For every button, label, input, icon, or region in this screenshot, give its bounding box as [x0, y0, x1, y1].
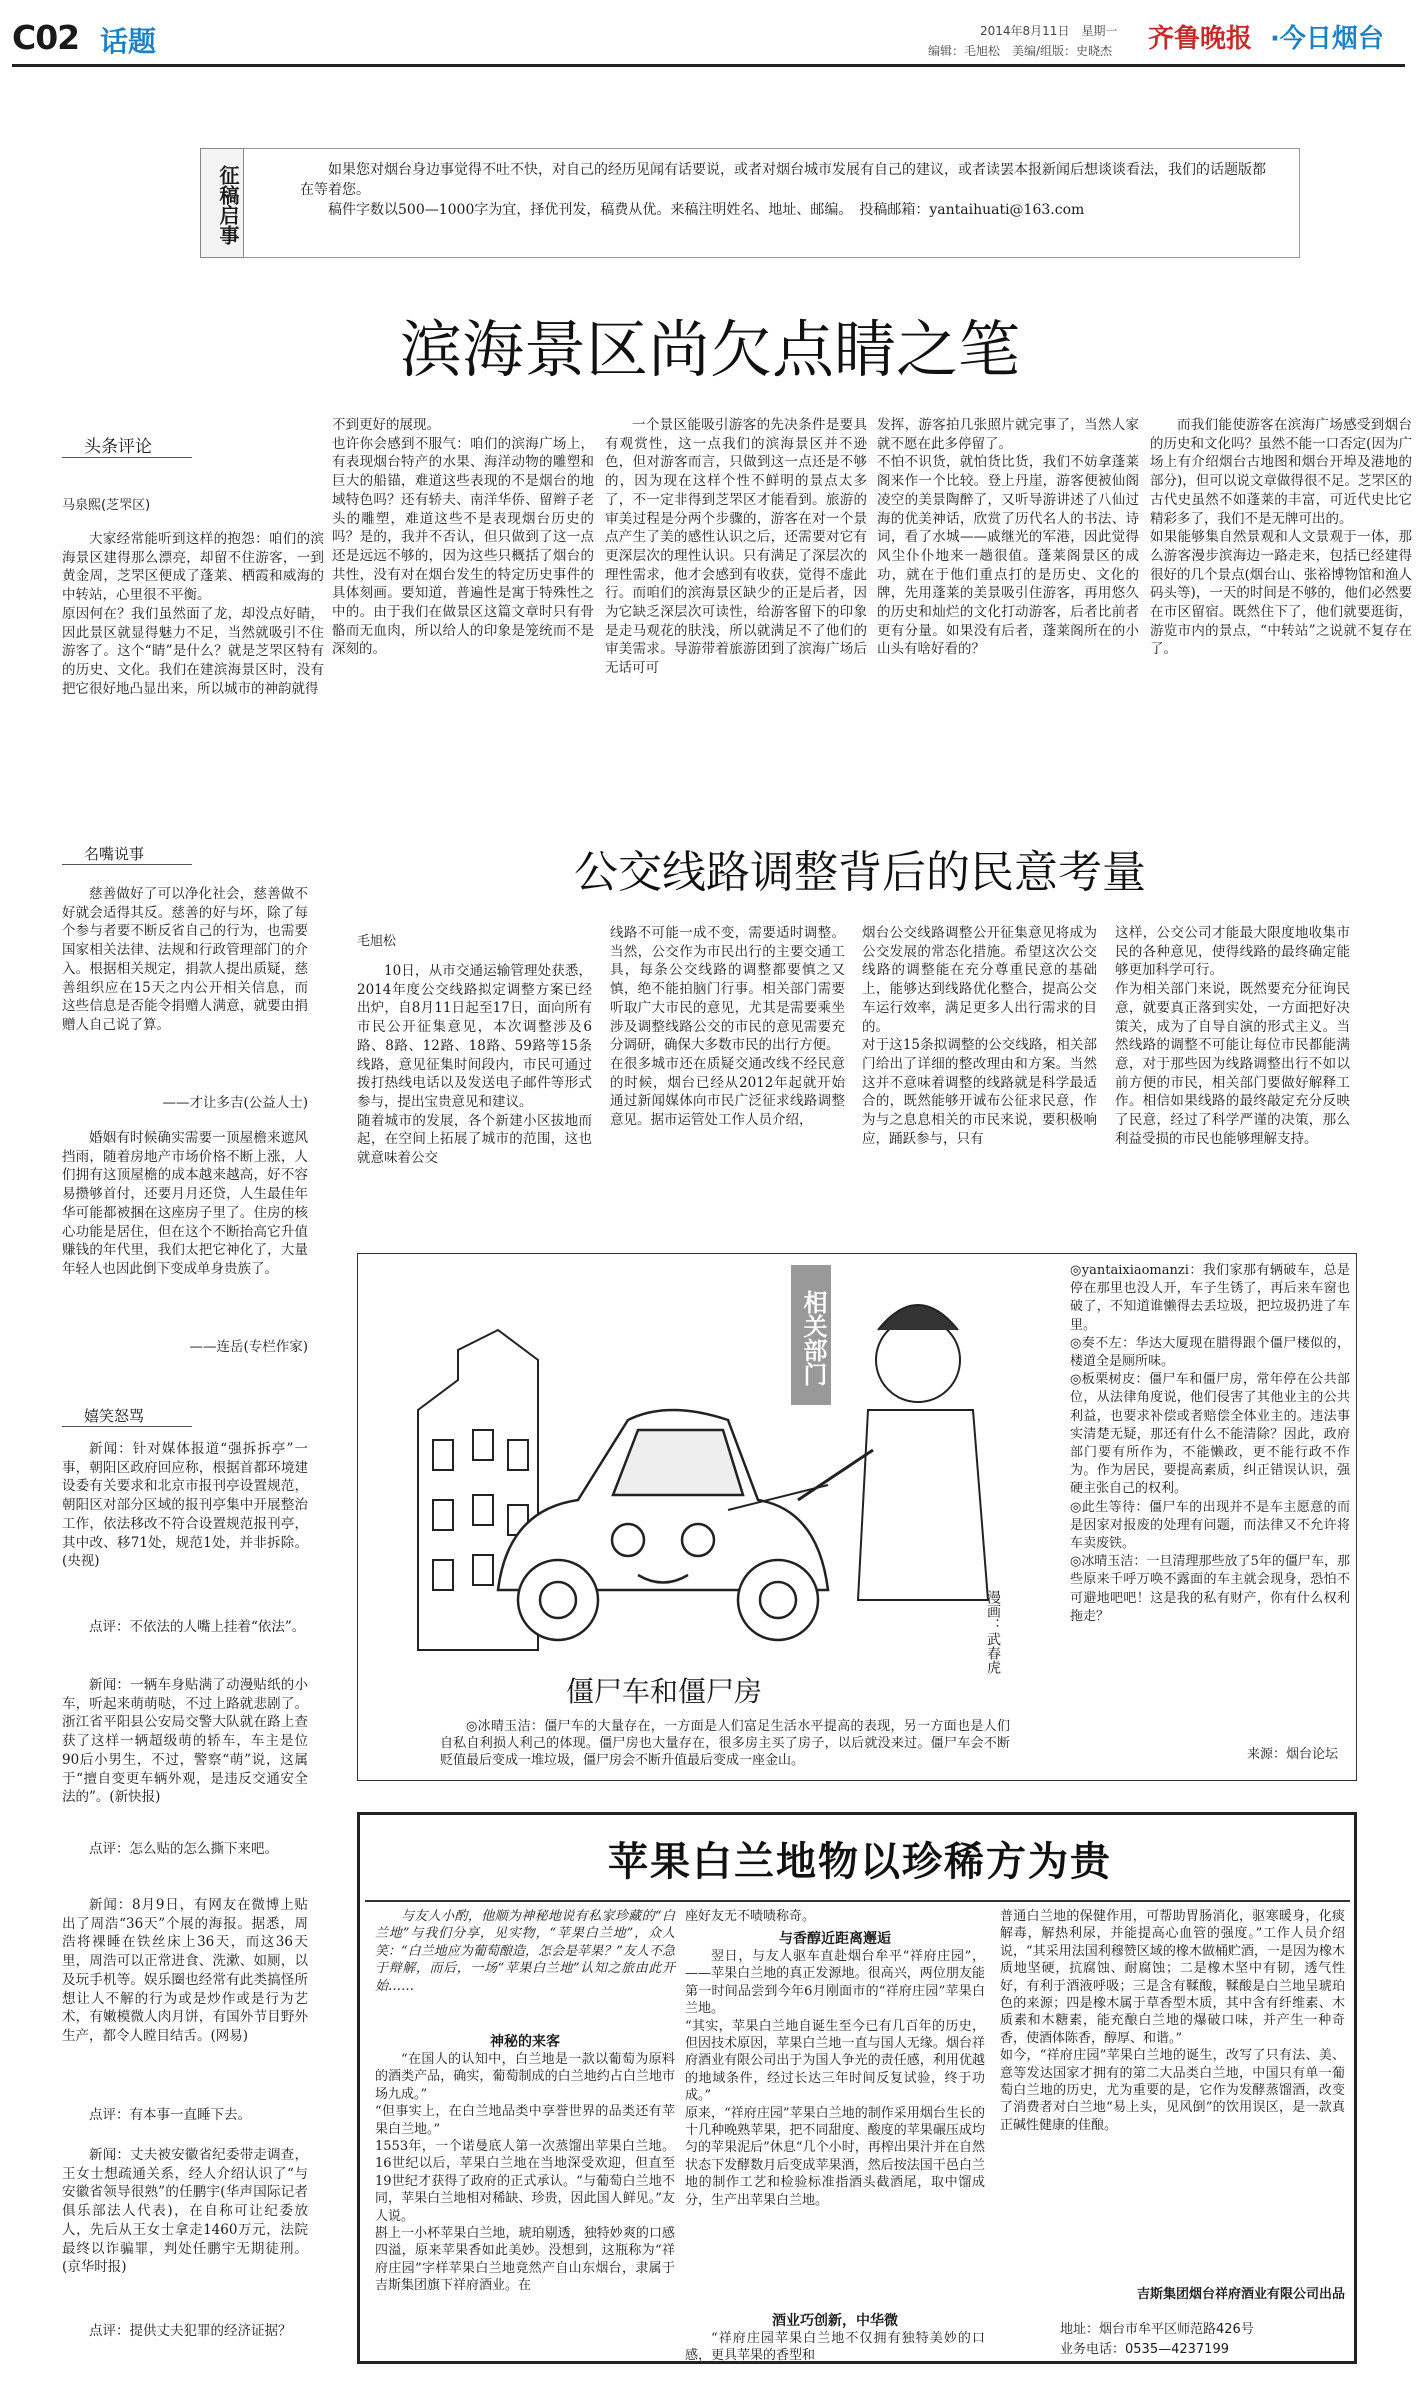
article1-author: 马泉熙(芝罘区): [62, 498, 151, 513]
article2-col3: 烟台公交线路调整公开征集意见将成为公交发展的常态化措施。希望这次公交线路的调整能在充分尊重民意的基础上，能够达到线路优化整合，提高公交车运行效率，满足更多人出行需求的目的。 对于这15条拟调整的公交线路，相关部门给出了详细的整改理由和方案。当然这并不意味着调整的线路就是科学最适合的，既然能够开诚布公征求民意，作为与之息息相关的市民来说，要积极响应，踊跃参与，只有: [862, 925, 1097, 1147]
editor-credits: 编辑：毛旭松 美编/组版：史晓杰: [928, 44, 1113, 58]
ad-s4: 普通白兰地的保健作用，可帮助胃肠消化，驱寒暖身，化痰解毒，解热利尿，并能提高心血管的强度。”工作人员介绍说，“其采用法国利穆赞区域的橡木做桶贮酒，一是因为橡木质地坚硬，抗腐蚀、耐腐蚀；二是橡木坚中有韧，透气性好，有利于酒液呼吸；三是含有鞣酸，鞣酸是白兰地呈琥珀色的来源；四是橡木属于草香型木质，其中含有纤维素、木质素和木糖素，能充酿白兰地的爆破口味，并产生一种奇香，使酒体陈香，醇厚、和谐。” 如今，“祥府庄园”苹果白兰地的诞生，改写了只有法、美、意等发达国家才拥有的第二大品类白兰地，中国只有单一葡萄白兰地的历史，尤为重要的是，它作为发酵蒸馏酒，改变了消费者对白兰地“易上头，见风倒”的饮用误区，是一款真正碱性健康的佳酿。: [1000, 1909, 1345, 2133]
cartoon-artist: 漫画：武春虎: [985, 1590, 1001, 1674]
ad-company: 吉斯集团烟台祥府酒业有限公司出品: [1136, 2287, 1345, 2302]
sidebar-ming1-sign: ——才让多吉(公益人士): [162, 1095, 308, 1111]
header-rule: [12, 64, 1405, 67]
ad-address: 地址：烟台市牟平区师范路426号: [1060, 2322, 1254, 2337]
article1-column-label: 头条评论: [62, 432, 192, 458]
issue-date: 2014年8月11日 星期一: [980, 24, 1118, 38]
cartoon-caption: ◎冰晴玉洁：僵尸车的大量存在，一方面是人们富足生活水平提高的表现，另一方面也是人们自私自利损人利己的体现。僵尸房也大量存在，很多房主买了房子，以后就没来过。僵尸车会不断贬值最后变成一堆垃圾，僵尸房会不断升值最后变成一座金山。: [440, 1719, 1010, 1768]
article2-author: 毛旭松: [357, 934, 397, 949]
article2-col2: 线路不可能一成不变，需要适时调整。当然，公交作为市民出行的主要交通工具，每条公交线路的调整都要慎之又慎，绝不能拍脑门行事。相关部门需要听取广大市民的意见，尤其是需要乘坐涉及调整线路公交的市民的意见需要充分调研，确保大多数市民的出行方便。 在很多城市还在质疑交通改线不经民意的时候，烟台已经从2012年起就开始通过新闻媒体向市民广泛征求线路调整意见。据市运管处工作人员介绍，: [610, 925, 845, 1129]
sidebar-xiao3-comment: 点评：有本事一直睡下去。: [89, 2107, 251, 2123]
notice-line1: 如果您对烟台身边事觉得不吐不快，对自己的经历见闻有话要说，或者对烟台城市发展有自己的建议，或者读罢本报新闻后想谈谈看法，我们的话题版都在等着您。: [300, 162, 1266, 198]
article2-col4: 这样，公交公司才能最大限度地收集市民的各种意见，使得线路的最终确定能够更加科学可行。 作为相关部门来说，既然要充分征询民意，就要真正落到实处，一方面把好决策关，成为了自导自演的形式主义。当然线路的调整不可能让每位市民都能满意，对于那些因为线路调整出行不如以前方便的市民，相关部门要做好解释工作。相信如果线路的最终敲定充分反映了民意，经过了科学严谨的决策，那么利益受损的市民也能够理解支持。: [1115, 925, 1350, 1147]
ad-s3-title: 酒业巧创新，中华微: [772, 2313, 898, 2329]
section-title: 话题: [100, 25, 157, 58]
newspaper-brand-sub: ·今日烟台: [1270, 24, 1384, 54]
sidebar-ming1: 慈善做好了可以净化社会，慈善做不好就会适得其反。慈善的好与坏，除了每个参与者要不断反省自己的行为，也需要国家相关法律、法规和行政管理部门的介入。根据相关规定，捐款人提出质疑，慈善组织应在15天之内公开相关信息，而这些信息是否能令捐赠人满意，就要由捐赠人自己说了算。: [62, 886, 308, 1033]
sidebar-xiao4: 新闻：丈夫被安徽省纪委带走调查，王女士想疏通关系，经人介绍认识了“与安徽省领导很熟”的任鹏宇(华声国际记者俱乐部法人代表)，在自称可让纪委放人，先后从王女士拿走1460万元，法院最终以诈骗罪，判处任鹏宇无期徒刑。(京华时报): [62, 2147, 308, 2276]
ad-s2-title: 与香醇近距离邂逅: [779, 1931, 891, 1947]
article2-col1: 10日，从市交通运输管理处获悉，2014年度公交线路拟定调整方案已经出炉，自8月11日起至17日，面向所有市民公开征集意见，本次调整涉及6路、8路、12路、18路、59路等15条线路，意见征集时间段内，市民可通过拨打热线电话以及发送电子邮件等形式参与，提出宝贵意见和建议。 随着城市的发展，各个新建小区拔地而起，在空间上拓展了城市的范围，这也就意味着公交: [357, 963, 592, 1167]
cartoon-illustration: [398, 1270, 1038, 1670]
notice-text: [300, 160, 1270, 220]
ad-rule: [365, 1900, 1350, 1902]
article1-col5: 而我们能使游客在滨海广场感受到烟台的历史和文化吗？虽然不能一口否定(因为广场上有介绍烟台古地图和烟台开埠及港地的部分)，但可以说文章做得很不足。芝罘区的古代史虽然不如蓬莱的丰富，可近代史比它精彩多了，我们不是无牌可出的。 如果能够集自然景观和人文景观于一体，那么游客漫步滨海边一路走来，包括已经建得很好的几个景点(烟台山、张裕博物馆和渔人码头等)，一天的时间是不够的，他们必然要在市区留宿。既然住下了，他们就要逛街，游览市内的景点，“中转站”之说就不复存在了。: [1150, 417, 1412, 658]
sidebar-ming2: 婚姻有时候确实需要一顶屋檐来遮风挡雨，随着房地产市场价格不断上涨，人们拥有这顶屋檐的成本越来越高，好不容易攒够首付，还要月月还贷，人生最佳年华可能都被捆在这座房子里了。住房的核心功能是居住，但在这个不断抬高它升值赚钱的年代里，我们太把它神化了，大量年轻人也因此倒下变成单身贵族了。: [62, 1130, 308, 1277]
cartoon-source: 来源：烟台论坛: [1246, 1747, 1338, 1762]
sidebar-xiao1: 新闻：针对媒体报道“强拆拆亭”一事，朝阳区政府回应称，根据首都环境建设委有关要求和北京市报刊亭设置规范，朝阳区对部分区域的报刊亭集中开展整治工作，依法移改不符合设置规范报刊亭，其中改、移71处，规范1处，并非拆除。(央视): [62, 1441, 308, 1570]
sidebar-xiao2: 新闻：一辆车身贴满了动漫贴纸的小车，听起来萌萌哒，不过上路就悲剧了。浙江省平阳县公安局交警大队就在路上查获了这样一辆超级萌的轿车，车主是位90后小男生，不过，警察“萌”说，这属于“擅自变更车辆外观，是违反交通安全法的”。(新快报): [62, 1677, 308, 1806]
sidebar-xiao-label: 嬉笑怒骂: [62, 1405, 192, 1427]
notice-line2: 稿件字数以500—1000字为宜，择优刊发，稿费从优。来稿注明姓名、地址、邮编。 投稿邮箱：yantaihuati@163.com: [328, 202, 1085, 218]
newspaper-brand: 齐鲁晚报: [1148, 24, 1253, 54]
article1-headline: 滨海景区尚欠点睛之笔: [399, 313, 1020, 386]
sidebar-xiao4-comment: 点评：提供丈夫犯罪的经济证据？: [89, 2323, 292, 2339]
cartoon-comments: ◎yantaixiaomanzi：我们家那有辆破车，总是停在那里也没人开，车子生锈了，再后来车窗也破了，不知道谁懒得去丢垃圾，把垃圾扔进了车里。 ◎奏不左：华达大厦现在腊得跟个僵尸楼似的，楼道全是厕所味。 ◎板栗树皮：僵尸车和僵尸房，常年停在公共部位，从法律角度说，他们侵害了其他业主的公共利益，也要求补偿或者赔偿全体业主的。违法事实清楚无疑，那还有什么不能清除？因此，政府部门要有所作为，不能懒政，更不能行政不作为。作为居民，要提高素质，纠正错误认识，强硬主张自己的权利。 ◎此生等待：僵尸车的出现并不是车主愿意的而是因家对报废的处理有问题，而法律又不允许将车卖废铁。 ◎冰晴玉洁：一旦清理那些放了5年的僵尸车，那些原来千呼万唤不露面的车主就会现身，恐怕不可避地吧吧！这是我的私有财产，你有什么权利拖走？: [1070, 1263, 1350, 1624]
article1-col1: 大家经常能听到这样的抱怨：咱们的滨海景区建得那么漂亮，却留不住游客，一到黄金周，芝罘区便成了蓬莱、栖霞和威海的中转站，心里很不平衡。 原因何在？我们虽然面了龙，却没点好睛，因此景区就显得魅力不足，当然就吸引不住游客了。这个“睛”是什么？就是芝罘区特有的历史、文化。我们在建滨海景区时，没有把它很好地凸显出来，所以城市的神韵就得: [62, 531, 324, 697]
article1-col4: 发挥，游客拍几张照片就完事了，当然人家就不愿在此多停留了。 不怕不识货，就怕货比货，我们不妨拿蓬莱阁来作一个比较。登上丹崖，游客便被仙阁凌空的美景陶醉了，又听导游讲述了八仙过海的优美神话，欣赏了历代名人的书法、诗词，看了水城——戚继光的军港，因此觉得风尘仆仆地来一趟很值。蓬莱阁景区的成功，就在于他们重点打的是历史、文化的牌，先用蓬莱的美景吸引住游客，再用悠久的历史和灿烂的文化打动游客，后者比前者更有分量。如果没有后者，蓬莱阁所在的小山头有啥好看的？: [877, 417, 1139, 658]
ad-s3: “祥府庄园苹果白兰地不仅拥有独特美妙的口感，更具苹果的香型和: [685, 2331, 985, 2364]
notice-tag: 征稿启事: [200, 148, 244, 258]
cartoon-drawing: [398, 1270, 1038, 1670]
cartoon-title: 僵尸车和僵尸房: [566, 1675, 763, 1708]
ad-s2-pre: 座好友无不啧啧称奇。: [685, 1909, 816, 1924]
sidebar-ming-label: 名嘴说事: [62, 843, 192, 865]
page-number: C02: [12, 18, 80, 57]
sidebar-xiao2-comment: 点评：怎么贴的怎么撕下来吧。: [89, 1841, 278, 1857]
ad-s1: “在国人的认知中，白兰地是一款以葡萄为原料的酒类产品，确实，葡萄制成的白兰地约占白兰地市场九成。” “但事实上，在白兰地品类中享誉世界的品类还有苹果白兰地。” 1553年，一个诺曼底人第一次蒸馏出苹果白兰地。16世纪以后，苹果白兰地在当地深受欢迎，但直至19世纪才获得了政府的正式承认。“与葡萄白兰地不同，苹果白兰地相对稀缺、珍贵，因此国人鲜见。”友人说。 斟上一小杯苹果白兰地，琥珀剔透，独特妙爽的口感四溢，原来苹果香如此美妙。没想到，这瓶称为“祥府庄园”字样苹果白兰地竟然产自山东烟台，隶属于吉斯集团旗下祥府酒业。在: [375, 2052, 675, 2294]
sidebar-xiao1-comment: 点评：不依法的人嘴上挂着“依法”。: [89, 1619, 306, 1635]
article1-col3: 一个景区能吸引游客的先决条件是要具有观赏性，这一点我们的滨海景区并不逊色，但对游客而言，只做到这一点还是不够的，因为现在这样个性不鲜明的景点太多了，不一定非得到芝罘区才能看到。旅游的审美过程是分两个步骤的，游客在对一个景点产生了美的感性认识之后，还需要对它有更深层次的理性认识。只有满足了深层次的理性需求，他才会感到有收获，觉得不虚此行。而咱们的滨海景区缺少的正是后者，因为它缺乏深层次可读性，给游客留下的印象是走马观花的肤浅，所以就满足不了他们的审美需求。导游带着旅游团到了滨海广场后无话可可: [605, 417, 867, 677]
article1-col2: 不到更好的展现。 也许你会感到不服气：咱们的滨海广场上，有表现烟台特产的水果、海洋动物的雕塑和巨大的船锚，难道这些表现的不是烟台的地域特色吗？还有轿夫、南洋华侨、留辫子老头的雕塑，难道这些不是表现烟台历史的吗？是的，我并不否认，但只做到了这一点还是远远不够的，因为这些只概括了烟台的共性，没有对在烟台发生的特定历史事件的具体刻画。要知道，普遍性是寓于特殊性之中的。由于我们在做景区这篇文章时只有骨骼而无血肉，所以给人的印象是笼统而不是深刻的。: [332, 417, 594, 658]
cartoon-tag: 相关部门: [791, 1265, 831, 1405]
ad-intro: 与友人小酌，他顺为神秘地说有私家珍藏的“白兰地”与我们分享，见实物，“苹果白兰地”，众人笑：“白兰地应为葡萄酿造，怎会是苹果？”友人不急于辩解，而后，一场“苹果白兰地”认知之旅由此开始……: [375, 1909, 675, 1994]
ad-headline: 苹果白兰地物以珍稀方为贵: [608, 1839, 1112, 1885]
car-drawing: [498, 1410, 828, 1640]
sidebar-xiao3: 新闻：8月9日，有网友在微博上贴出了周浩“36天”个展的海报。据悉，周浩将裸睡在铁丝床上36天，而这36天里，周浩可以正常进食、洗漱、如厕，以及玩手机等。娱乐圈也经常有此类搞怪所想让人不解的行为或是炒作或是行为艺术，有嫩模微人肉月饼，有国外节目野外生产，都令人瞠目结舌。(网易): [62, 1897, 308, 2044]
sidebar-ming2-sign: ——连岳(专栏作家): [189, 1339, 308, 1355]
ad-s2: 翌日，与友人驱车直赴烟台牟平“祥府庄园”，——苹果白兰地的真正发源地。很高兴，两位朋友能第一时间品尝到今年6月刚面市的“祥府庄园”苹果白兰地。 “其实，苹果白兰地自诞生至今已有几百年的历史，但因技术原因，苹果白兰地一直与国人无缘。烟台祥府酒业有限公司出于为国人争光的责任感，利用优越的地域条件，经过长达三年时间反复试验，终于功成。” 原来，“祥府庄园”苹果白兰地的制作采用烟台生长的十几种晚熟苹果，把不同甜度、酸度的苹果碾压成均匀的苹果泥后”休息“几个小时，再榨出果汁并在自然状态下发酵数月后变成苹果酒，然后按法国干邑白兰地的制作工艺和检验标准指酒头截酒尾，取中馏成分，生产出苹果白兰地。: [685, 1949, 985, 2208]
ad-s1-title: 神秘的来客: [490, 2034, 560, 2050]
ad-phone: 业务电话：0535—4237199: [1060, 2342, 1229, 2357]
article2-headline: 公交线路调整背后的民意考量: [574, 847, 1146, 898]
